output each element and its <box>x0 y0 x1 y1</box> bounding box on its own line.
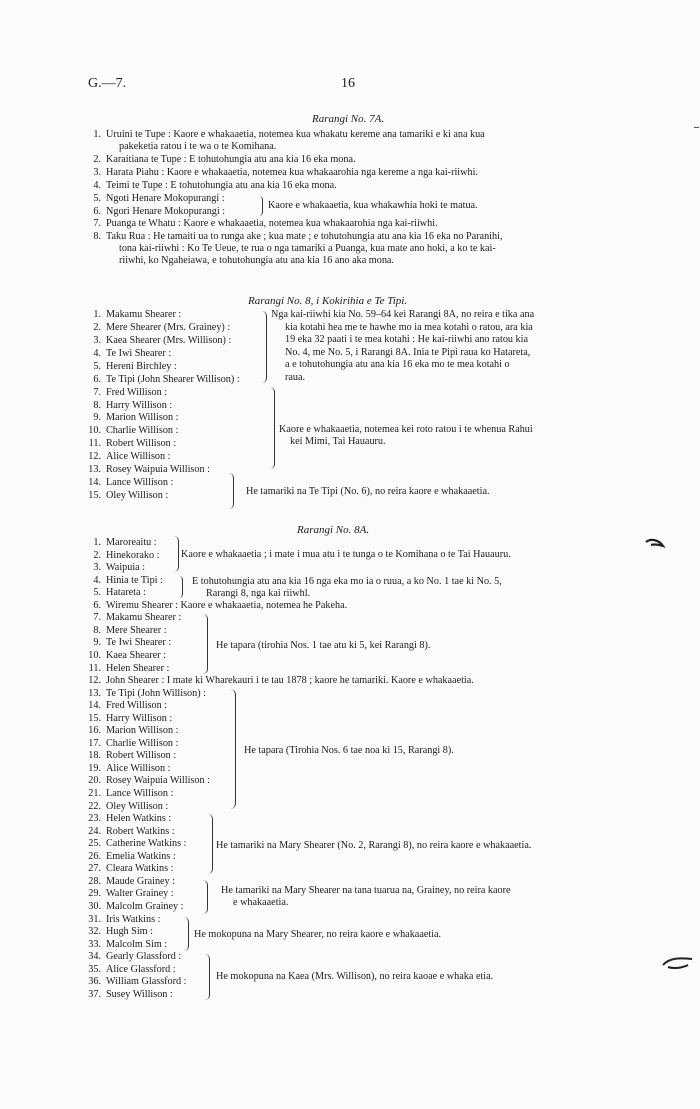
item-text: riiwhi, ko Ngaheiawa, e tohutohungia atu ana kia 16 ano aka mona. <box>119 255 394 266</box>
item-text: Alice Willison : <box>106 762 171 774</box>
item-number: 8. <box>93 399 101 411</box>
item-number: 5. <box>93 360 101 372</box>
item-text: Makamu Shearer : <box>106 309 182 320</box>
item-text: Ngori Henare Mokopurangi : <box>106 206 226 217</box>
section-8a-group-23-27: He tamariki na Mary Shearer (No. 2, Rarangi 8), no reira kaore e whakaaetia. <box>216 840 532 851</box>
text-line: Kaore e whakaaetia, notemea kei roto ratou i te whenua Rahui <box>279 424 533 435</box>
item-text: Puanga te Whatu : Kaore e whakaaetia, notemea kua whakaarohia nga kai-riiwhi. <box>106 218 438 229</box>
item-text: Karaitiana te Tupe : E tohutohungia atu ana kia 16 eka mona. <box>106 154 356 165</box>
item-text: Wiremu Shearer : Kaore e whakaaetia, notemea he Pakeha. <box>106 599 348 611</box>
item-text: Maude Grainey : <box>106 875 176 887</box>
item-number: 7. <box>93 218 101 229</box>
item-text: Makamu Shearer : <box>106 612 182 624</box>
item-text: Marion Willison : <box>106 412 179 424</box>
section-8a-group-34-37: He mokopuna na Kaea (Mrs. Willison), no reira kaoae e whaka etia. <box>216 971 494 982</box>
brace-8a-1-3 <box>174 536 179 572</box>
item-text: Iris Watkins : <box>106 913 161 925</box>
item-number: 2. <box>93 154 101 165</box>
item-number: 30. <box>88 900 101 912</box>
item-number: 7. <box>93 612 101 624</box>
item-number: 12. <box>88 451 101 463</box>
item-text: Te Iwi Shearer : <box>106 347 172 359</box>
item-number: 9. <box>93 412 101 424</box>
item-number: 6. <box>93 373 101 385</box>
item-number: 16. <box>88 725 101 737</box>
item-text: Hugh Sim : <box>106 926 153 938</box>
item-number: 4. <box>93 347 101 359</box>
item-number: 5. <box>93 587 101 599</box>
item-number: 36. <box>88 976 101 988</box>
item-number: 7. <box>93 386 101 398</box>
item-number: 3. <box>93 167 101 178</box>
item-text: Uruini te Tupe : Kaore e whakaaetia, notemea kua whakatu kereme ana tamariki e ki ana kua <box>106 129 485 140</box>
item-text: Malcolm Grainey : <box>106 900 184 912</box>
page-number: 16 <box>341 76 355 91</box>
item-text: Lance Willison : <box>106 477 174 489</box>
section-7a-title: Rarangi No. 7A. <box>312 113 385 125</box>
item-number: 4. <box>93 574 101 586</box>
item-text: Malcolm Sim : <box>106 938 168 950</box>
item-number: 1. <box>93 537 101 548</box>
section-8-title: Rarangi No. 8, i Kokirihia e Te Tipi. <box>248 295 408 307</box>
item-number: 5. <box>93 193 101 204</box>
item-text: Rosey Waipuia Willison : <box>106 775 210 787</box>
brace-8a-4-5 <box>179 576 183 598</box>
item-number: 13. <box>88 687 101 699</box>
item-number: 2. <box>93 321 101 333</box>
item-text: Alice Willison : <box>106 451 171 463</box>
item-text: Lance Willison : <box>106 788 174 799</box>
item-text: Susey Willison : <box>106 988 173 1000</box>
section-8a-group-31-33: He mokopuna na Mary Shearer, no reira kaore e whakaaetia. <box>194 929 442 940</box>
item-number: 13. <box>88 464 101 476</box>
section-8a-group-4-5-line-1: E tohutohungia atu ana kia 16 nga eka mo ia o ruua, a ko No. 1 tae ki No. 5, <box>192 576 502 587</box>
item-text: tona kai-riiwhi : Ko Te Ueue, te rua o nga tamariki a Puanga, kua mate ano hoki, a ko te kai- <box>119 243 496 254</box>
item-number: 2. <box>93 549 101 561</box>
item-text: Charlie Willison : <box>106 425 179 437</box>
item-number: 17. <box>88 737 101 749</box>
item-text: Gearly Glassford : <box>106 951 182 963</box>
scan-edge-mark <box>694 127 699 128</box>
text-line: No. 4, me No. 5, i Rarangi 8A. Inia te Pipi raua ko Hatareta, <box>285 346 531 358</box>
item-number: 26. <box>88 850 101 862</box>
item-text: Te Tipi (John Shearer Willison) : <box>106 373 240 385</box>
brace-8a-7-11 <box>203 614 208 674</box>
item-number: 22. <box>88 800 101 812</box>
item-text: Taku Rua : He tamaiti ua to runga ake ; kua mate ; e tohutohungia atu ana kia 16 eka no Paranihi, <box>106 231 503 242</box>
item-number: 6. <box>93 599 101 611</box>
item-text: Cleara Watkins : <box>106 863 174 875</box>
item-number: 19. <box>88 762 101 774</box>
item-text: Robert Willison : <box>106 750 177 762</box>
item-number: 15. <box>88 490 101 502</box>
item-number: 3. <box>93 562 101 574</box>
item-text: Catherine Watkins : <box>106 838 187 850</box>
item-text: Charlie Willison : <box>106 737 179 749</box>
item-number: 14. <box>88 700 101 712</box>
section-8a-group-7-11: He tapara (tirohia Nos. 1 tae atu ki 5, kei Rarangi 8). <box>216 640 431 651</box>
brace-8a-34-37 <box>205 954 210 1000</box>
item-number: 12. <box>88 675 101 687</box>
section-8a-group-4-5-line-2: Rarangi 8, nga kai riiwhl. <box>206 588 311 599</box>
item-number: 10. <box>88 425 101 437</box>
margin-mark-icon <box>643 532 669 556</box>
item-text: Maroreaitu : <box>106 537 157 548</box>
item-text: Helen Shearer : <box>106 662 170 674</box>
item-text: Emelia Watkins : <box>106 850 176 862</box>
item-number: 20. <box>88 775 101 787</box>
brace-8a-31-33 <box>184 917 189 951</box>
item-text: pakeketia ratou i te wa o te Komihana. <box>119 141 277 152</box>
section-8a-group-1-3: Kaore e whakaaetia ; i mate i mua atu i te tunga o te Komihana o te Tai Hauauru. <box>181 549 511 560</box>
text-line: kia kotahi hea me te hawhe mo ia mea kotahi o ratou, ara kia <box>285 321 533 333</box>
item-number: 3. <box>93 334 101 346</box>
item-text: Walter Grainey : <box>106 888 174 900</box>
brace-8a-23-27 <box>208 814 213 874</box>
item-text: Hereni Birchley : <box>106 360 177 372</box>
item-number: 6. <box>93 206 101 217</box>
item-number: 15. <box>88 712 101 724</box>
item-number: 1. <box>93 129 101 140</box>
brace-8-1-5 <box>262 311 267 383</box>
item-text: Mere Shearer (Mrs. Grainey) : <box>106 321 231 333</box>
item-text: Marion Willison : <box>106 725 179 737</box>
item-text: Rosey Waipuia Willison : <box>106 464 210 476</box>
brace-7a-5-6 <box>259 196 263 216</box>
text-line: a e tohutohungia atu ana kia 16 eka mo te mea kotahi o <box>285 359 510 371</box>
item-text: Fred Willison : <box>106 700 168 712</box>
section-7a-group-5-6: Kaore e whakaaetia, kua whakawhia hoki te matua. <box>268 200 478 211</box>
item-number: 1. <box>93 309 101 320</box>
item-text: Robert Willison : <box>106 438 177 450</box>
item-number: 27. <box>88 863 101 875</box>
item-number: 31. <box>88 913 101 925</box>
item-number: 29. <box>88 888 101 900</box>
item-number: 9. <box>93 637 101 649</box>
item-text: William Glassford : <box>106 976 187 988</box>
item-number: 24. <box>88 825 101 837</box>
text-line: raua. <box>285 372 306 383</box>
item-text: Mere Shearer : <box>106 624 167 636</box>
page-ref: G.—7. <box>88 76 127 91</box>
item-text: Te Iwi Shearer : <box>106 637 172 649</box>
brace-8-13-15 <box>229 473 234 509</box>
item-text: Ngoti Henare Mokopurangi : <box>106 193 225 204</box>
item-number: 21. <box>88 788 101 799</box>
margin-mark-icon <box>660 953 696 975</box>
section-8a-group-13-22: He tapara (Tirohia Nos. 6 tae noa ki 15, Rarangi 8). <box>244 745 454 756</box>
item-text: Oley Willison : <box>106 800 169 812</box>
item-text: Kaea Shearer (Mrs. Willison) : <box>106 334 232 346</box>
brace-8a-13-22 <box>230 689 236 809</box>
item-number: 18. <box>88 750 101 762</box>
item-text: Waipuia : <box>106 562 146 574</box>
section-8a-group-28-30-line-1: He tamariki na Mary Shearer na tana tuarua na, Grainey, no reira kaore <box>221 885 511 896</box>
item-number: 37. <box>88 988 101 1000</box>
item-text: Robert Watkins : <box>106 825 175 837</box>
item-number: 8. <box>93 624 101 636</box>
item-number: 11. <box>88 438 101 450</box>
item-text: Hinia te Tipi : <box>106 574 163 586</box>
text-line: kei Mimi, Tai Hauauru. <box>290 436 386 448</box>
item-text: Fred Willison : <box>106 386 168 398</box>
item-number: 14. <box>88 477 101 489</box>
item-number: 33. <box>88 938 101 950</box>
item-text: Helen Watkins : <box>106 813 172 825</box>
text-line: Nga kai-riiwhi kia No. 59–64 kei Rarangi 8A, no reira e tika ana <box>271 309 535 320</box>
item-number: 25. <box>88 838 101 850</box>
section-8a-title: Rarangi No. 8A. <box>297 524 370 536</box>
item-text: Alice Glassford : <box>106 963 176 975</box>
item-number: 11. <box>88 662 101 674</box>
item-text: Harata Piahu : Kaore e whakaaetia, notemea kua whakaarohia nga kereme a nga kai-riiwhi. <box>106 167 478 178</box>
item-text: Harry Willison : <box>106 712 173 724</box>
section-8a-group-28-30-line-2: e whakaaetia. <box>233 897 289 908</box>
item-number: 32. <box>88 926 101 938</box>
item-number: 28. <box>88 875 101 887</box>
item-text: Hatareta : <box>106 587 146 599</box>
item-number: 35. <box>88 963 101 975</box>
text-line: 19 eka 32 paati i te mea kotahi : He kai-riiwhi ano ratou kia <box>285 334 529 346</box>
item-number: 8. <box>93 231 101 242</box>
item-number: 23. <box>88 813 101 825</box>
item-number: 34. <box>88 951 101 963</box>
item-text: Kaea Shearer : <box>106 649 166 661</box>
item-text: Te Tipi (John Willison) : <box>106 687 207 699</box>
item-text: Harry Willison : <box>106 399 173 411</box>
item-text: John Shearer : I mate ki Wharekauri i te tau 1878 ; kaore he tamariki. Kaore e whakaaetia. <box>106 675 474 687</box>
section-8-group-13-15: He tamariki na Te Tipi (No. 6), no reira kaore e whakaaetia. <box>246 486 490 497</box>
item-number: 10. <box>88 649 101 661</box>
brace-8-6-12 <box>270 387 275 469</box>
brace-8a-28-30 <box>203 880 208 914</box>
item-text: Teimi te Tupe : E tohutohungia atu ana kia 16 eka mona. <box>106 180 337 191</box>
item-text: Oley Willison : <box>106 490 169 502</box>
item-number: 4. <box>93 180 101 191</box>
item-text: Hinekorako : <box>106 549 160 561</box>
